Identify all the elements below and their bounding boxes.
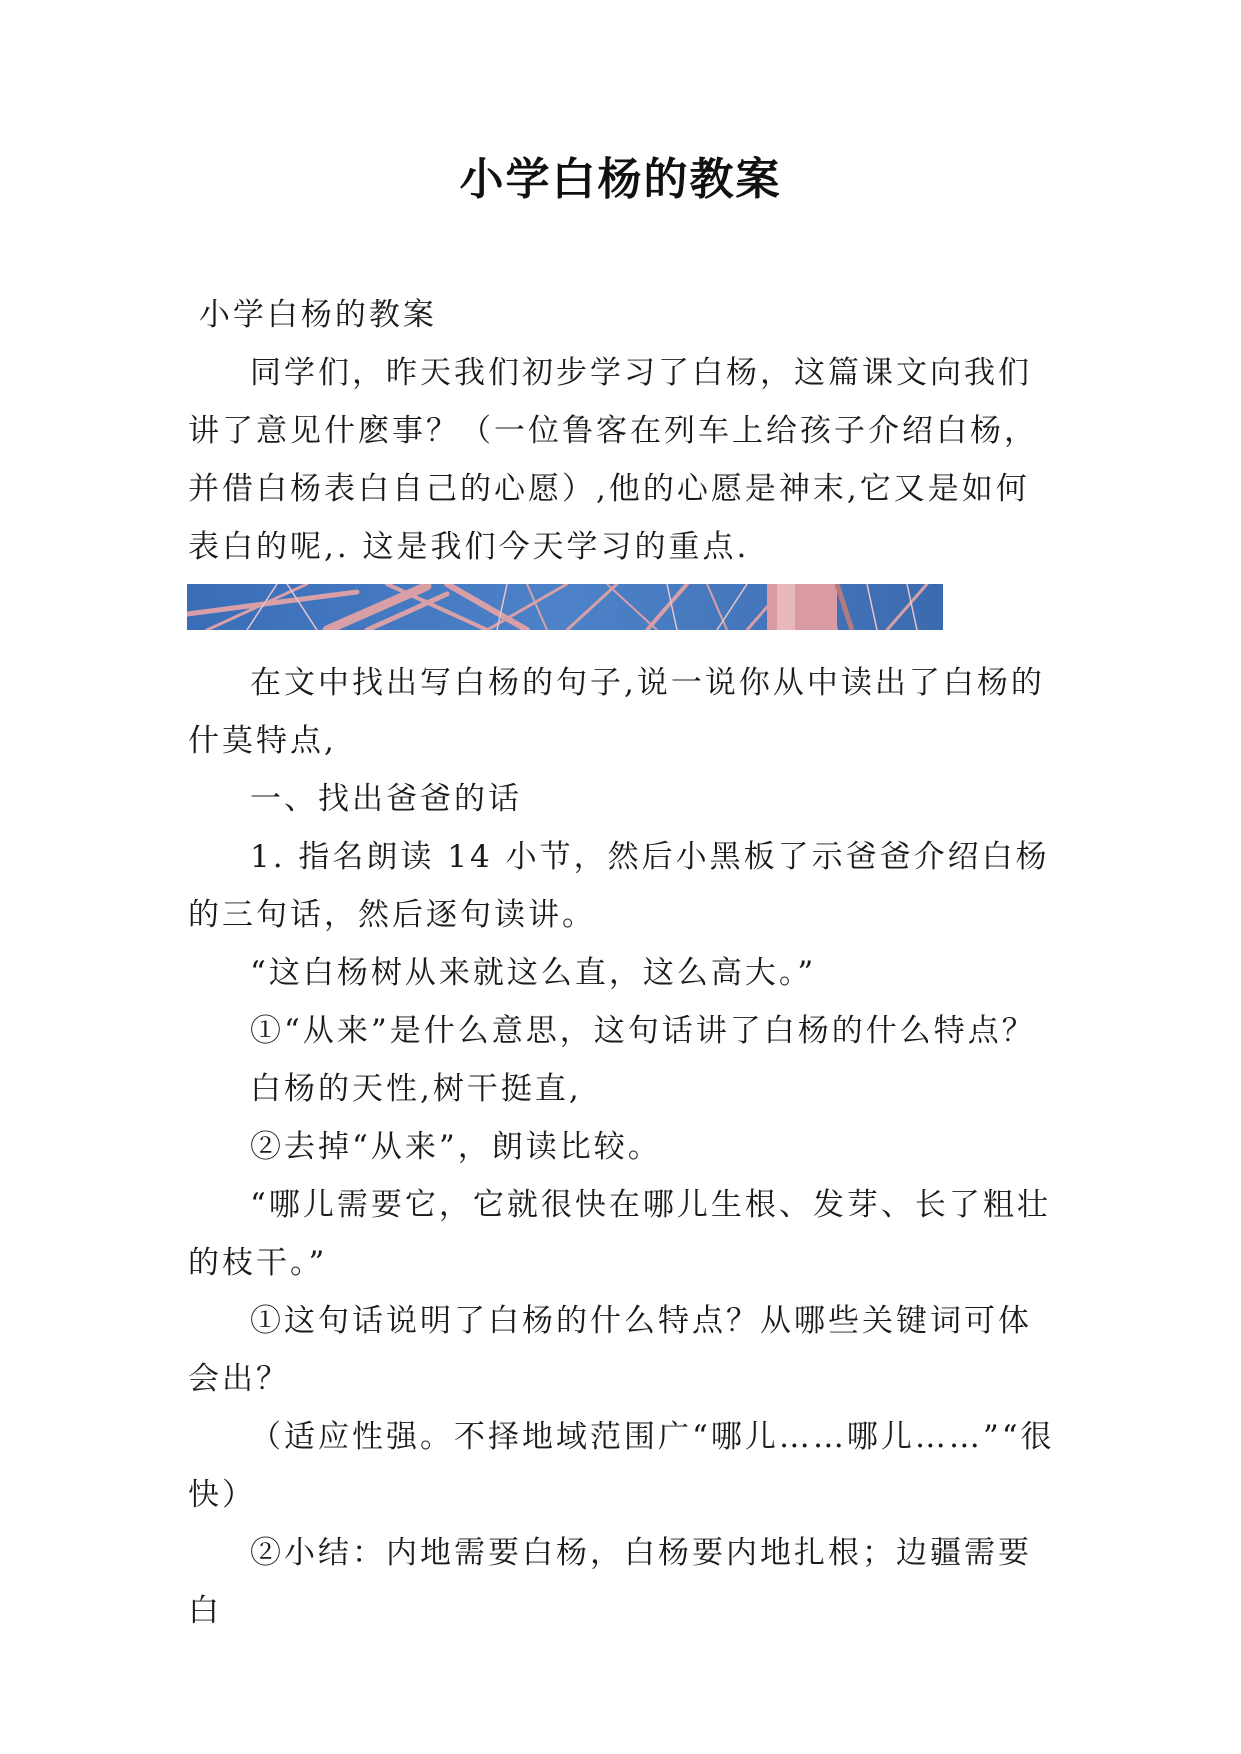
paragraph-question-2: ②去掉“从来”，朗读比较。 [250, 1129, 662, 1165]
paragraph-question-3: ①这句话说明了白杨的什么特点？从哪些关键词可体会出？ [188, 1303, 1032, 1397]
paragraph-section-heading: 一、找出爸爸的话 [250, 781, 522, 817]
paragraph-summary: ②小结：内地需要白杨，白杨要内地扎根；边疆需要白 [188, 1535, 1032, 1629]
paragraph-quote-2: “哪儿需要它，它就很快在哪儿生根、发芽、长了粗壮的枝干。” [188, 1187, 1051, 1281]
paragraph-question-1: ①“从来”是什么意思，这句话讲了白杨的什么特点？ [250, 1013, 1036, 1049]
paragraph-quote-1: “这白杨树从来就这么直，这么高大。” [250, 955, 817, 991]
paragraph-answer-3: （适应性强。不择地域范围广“哪儿……哪儿……”“很快） [188, 1419, 1055, 1513]
tree-branches-photo [187, 584, 943, 630]
document-subtitle: 小学白杨的教案 [198, 297, 437, 333]
document-title: 小学白杨的教案 [459, 154, 782, 205]
document-body [188, 286, 1058, 1640]
paragraph-task: 在文中找出写白杨的句子,说一说你从中读出了白杨的什莫特点, [188, 665, 1045, 759]
paragraph-intro: 同学们，昨天我们初步学习了白杨，这篇课文向我们讲了意见什麽事？（一位鲁客在列车上给孩子介绍白杨，并借白杨表白自己的心愿）,他的心愿是神末,它又是如何表白的呢,. 这是我们今天学习的重点. [188, 355, 1038, 565]
paragraph-step-1: 1. 指名朗读 14 小节，然后小黑板了示爸爸介绍白杨的三句话，然后逐句读讲。 [188, 839, 1050, 933]
paragraph-answer-1: 白杨的天性,树干挺直, [250, 1071, 582, 1107]
